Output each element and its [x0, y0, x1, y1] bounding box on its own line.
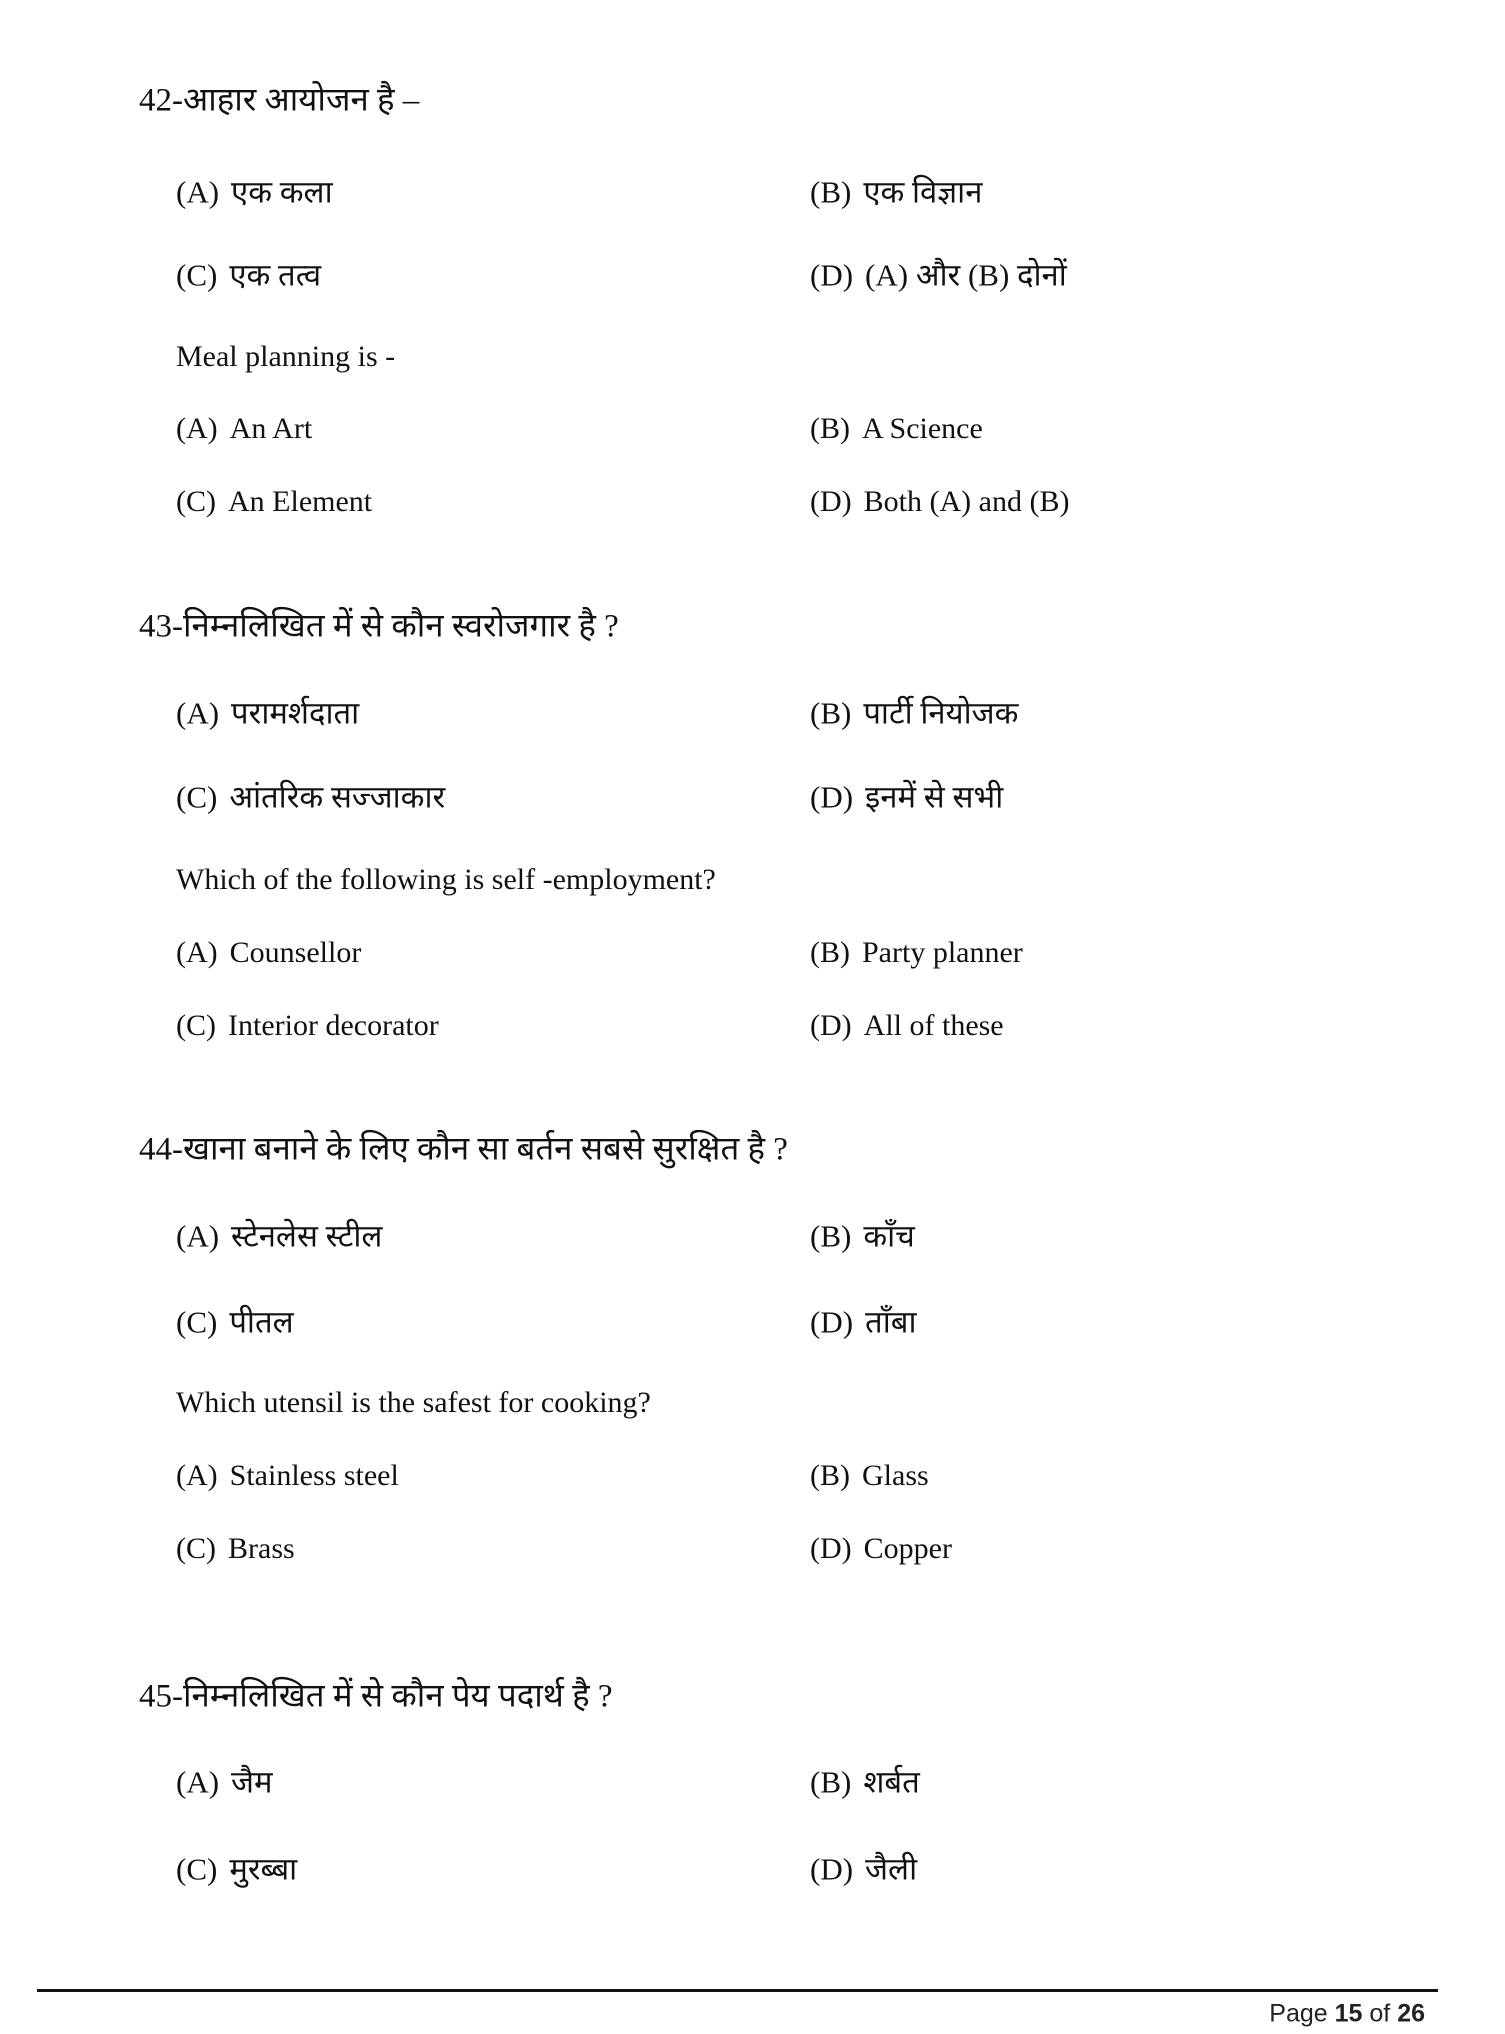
option-text: स्टेनलेस स्टील — [231, 1218, 383, 1254]
q42-hi-option-c — [176, 257, 322, 293]
q44-hi-option-d — [810, 1304, 917, 1340]
question-43-hindi — [139, 608, 619, 645]
option-text: काँच — [863, 1218, 915, 1254]
option-text: (A) और (B) दोनों — [865, 257, 1067, 293]
option-label: (D) — [810, 257, 854, 293]
option-text: Copper — [863, 1532, 952, 1565]
option-label: (C) — [176, 1851, 218, 1887]
q42-hi-option-a — [176, 174, 333, 210]
option-label: (D) — [810, 1009, 852, 1042]
q44-en-option-b — [810, 1461, 929, 1491]
question-42-english: Meal planning is - — [176, 340, 396, 373]
option-label: (B) — [810, 412, 850, 445]
option-label: (B) — [810, 1764, 852, 1800]
option-label: (C) — [176, 1304, 218, 1340]
q43-hi-option-a — [176, 695, 360, 731]
question-text: आहार आयोजन है – — [183, 82, 420, 119]
q42-en-option-c — [176, 487, 372, 517]
option-text: जैली — [865, 1851, 918, 1887]
q42-en-option-a — [176, 414, 312, 444]
option-text: आंतरिक सज्जाकार — [229, 779, 446, 815]
q45-hi-option-a — [176, 1764, 273, 1800]
option-label: (D) — [810, 1304, 854, 1340]
option-text: मुरब्बा — [229, 1851, 298, 1887]
question-number: 42- — [139, 82, 183, 119]
q44-hi-option-b — [810, 1218, 915, 1254]
option-text: एक कला — [231, 174, 333, 210]
q45-hi-option-c — [176, 1851, 298, 1887]
question-44-english: Which utensil is the safest for cooking? — [176, 1386, 651, 1419]
q43-hi-option-c — [176, 779, 446, 815]
option-text: Brass — [228, 1532, 295, 1565]
option-text: A Science — [862, 412, 983, 445]
option-text: जैम — [231, 1764, 273, 1800]
footer-divider — [37, 1989, 1438, 1992]
question-45-hindi — [139, 1678, 613, 1715]
option-text: एक विज्ञान — [863, 174, 983, 210]
question-text: खाना बनाने के लिए कौन सा बर्तन सबसे सुरक्षित है ? — [183, 1131, 788, 1168]
q44-hi-option-a — [176, 1218, 383, 1254]
q43-en-option-a — [176, 938, 361, 968]
option-label: (B) — [810, 174, 852, 210]
option-label: (D) — [810, 485, 852, 518]
q43-hi-option-d — [810, 779, 1004, 815]
q42-en-option-b — [810, 414, 983, 444]
option-text: All of these — [863, 1009, 1004, 1042]
option-label: (A) — [176, 936, 218, 969]
q44-hi-option-c — [176, 1304, 294, 1340]
q43-en-option-d — [810, 1011, 1004, 1041]
option-text: Counsellor — [229, 936, 362, 969]
option-label: (C) — [176, 1532, 216, 1565]
option-text: Both (A) and (B) — [863, 485, 1070, 518]
page-number — [1269, 2000, 1425, 2029]
option-text: इनमें से सभी — [865, 779, 1004, 815]
option-label: (B) — [810, 936, 850, 969]
q44-en-option-d — [810, 1534, 952, 1564]
option-label: (A) — [176, 1459, 218, 1492]
page-prefix: Page — [1269, 1999, 1328, 2028]
option-label: (D) — [810, 779, 854, 815]
option-label: (D) — [810, 1851, 854, 1887]
option-text: Stainless steel — [229, 1459, 399, 1492]
option-label: (A) — [176, 412, 218, 445]
option-label: (A) — [176, 1218, 220, 1254]
page-separator: of — [1369, 1999, 1391, 2028]
option-label: (D) — [810, 1532, 852, 1565]
q42-hi-option-d — [810, 257, 1067, 293]
option-text: Glass — [862, 1459, 929, 1492]
option-text: Party planner — [862, 936, 1023, 969]
option-text: परामर्शदाता — [231, 695, 360, 731]
total-pages: 26 — [1397, 1999, 1425, 2028]
option-text: Interior decorator — [228, 1009, 439, 1042]
option-label: (C) — [176, 485, 216, 518]
question-number: 44- — [139, 1131, 183, 1168]
q43-en-option-b — [810, 938, 1023, 968]
option-text: पीतल — [229, 1304, 294, 1340]
q44-en-option-c — [176, 1534, 295, 1564]
q43-en-option-c — [176, 1011, 439, 1041]
option-label: (C) — [176, 779, 218, 815]
option-label: (A) — [176, 695, 220, 731]
option-label: (B) — [810, 1218, 852, 1254]
option-label: (B) — [810, 695, 852, 731]
question-text: निम्नलिखित में से कौन पेय पदार्थ है ? — [183, 1678, 613, 1715]
option-label: (C) — [176, 257, 218, 293]
option-text: पार्टी नियोजक — [863, 695, 1019, 731]
option-label: (A) — [176, 1764, 220, 1800]
option-label: (C) — [176, 1009, 216, 1042]
option-text: ताँबा — [865, 1304, 917, 1340]
question-number: 45- — [139, 1678, 183, 1715]
q43-hi-option-b — [810, 695, 1019, 731]
q42-hi-option-b — [810, 174, 983, 210]
q44-en-option-a — [176, 1461, 399, 1491]
question-42-hindi — [139, 82, 420, 119]
option-text: An Element — [228, 485, 373, 518]
question-44-hindi — [139, 1131, 788, 1168]
option-label: (A) — [176, 174, 220, 210]
current-page: 15 — [1334, 1999, 1363, 2028]
q45-hi-option-b — [810, 1764, 920, 1800]
q45-hi-option-d — [810, 1851, 918, 1887]
question-text: निम्नलिखित में से कौन स्वरोजगार है ? — [183, 608, 619, 645]
q42-en-option-d — [810, 487, 1069, 517]
question-number: 43- — [139, 608, 183, 645]
option-text: An Art — [229, 412, 313, 445]
option-text: एक तत्व — [229, 257, 322, 293]
question-43-english: Which of the following is self -employment? — [176, 863, 716, 896]
option-text: शर्बत — [863, 1764, 920, 1800]
option-label: (B) — [810, 1459, 850, 1492]
